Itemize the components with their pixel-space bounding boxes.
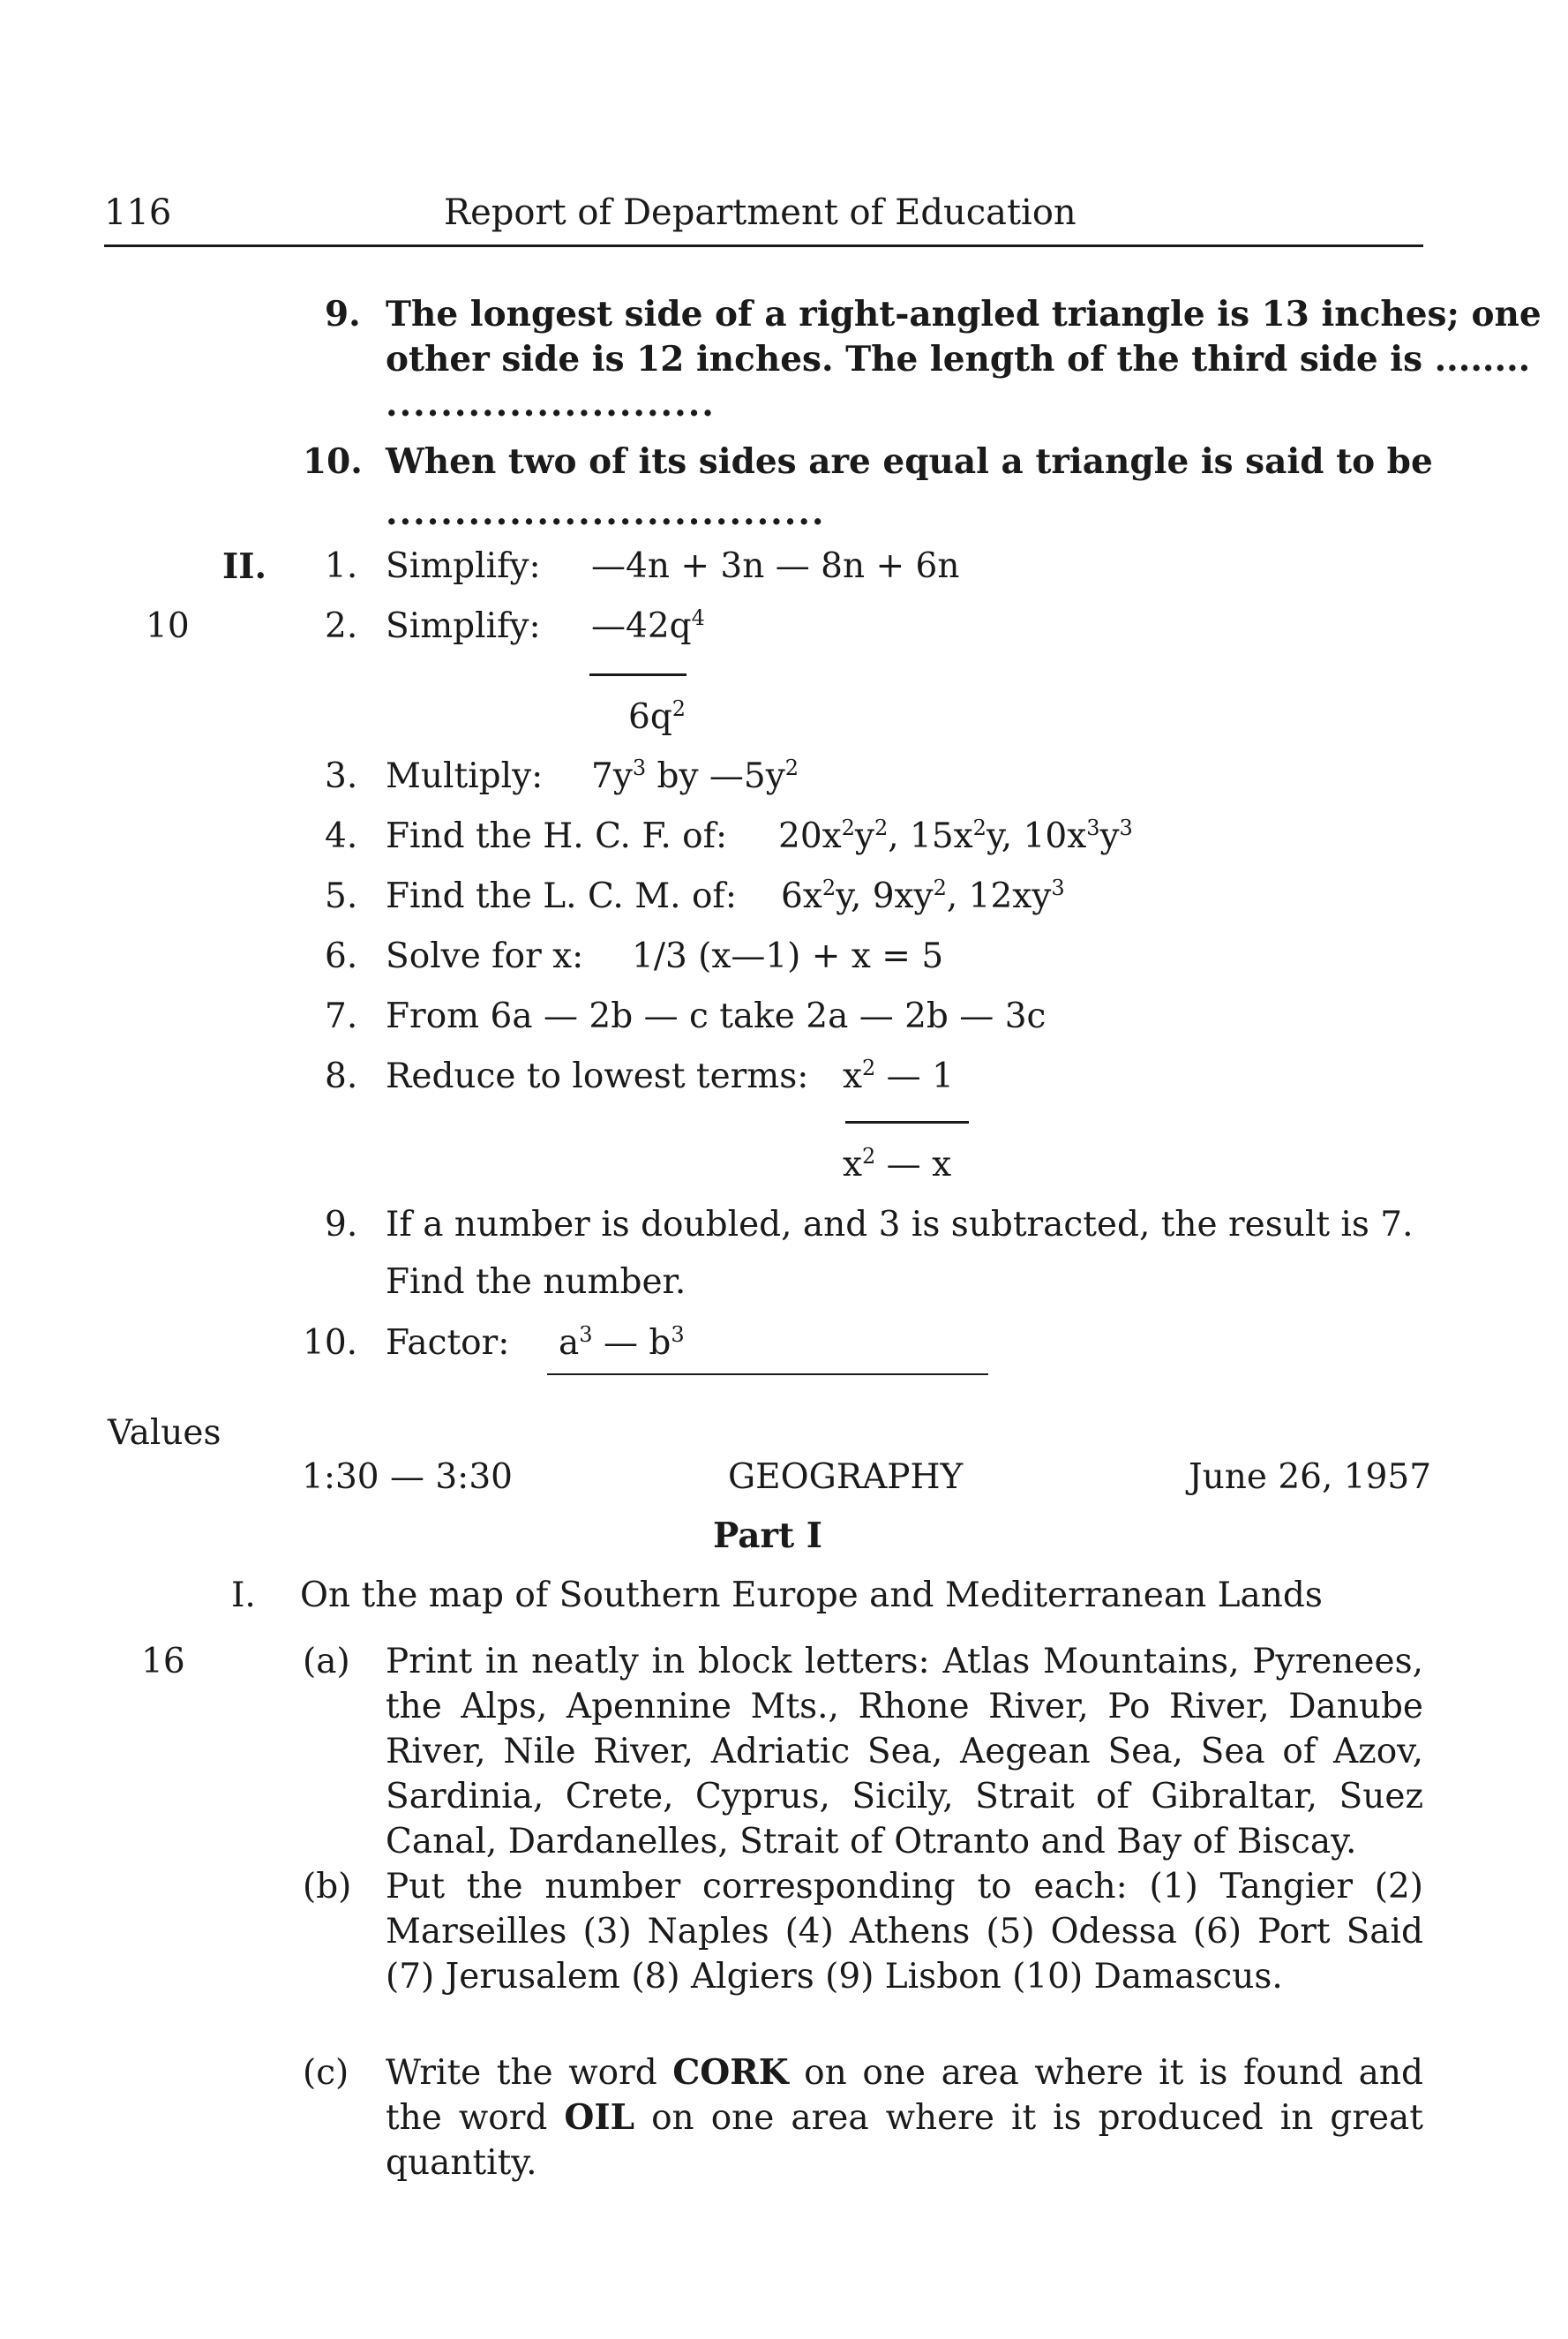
instruction-text: On the map of Southern Europe and Mediterranean Lands bbox=[300, 1576, 1323, 1615]
item-text: From 6a — 2b — c take 2a — 2b — 3c bbox=[386, 997, 1047, 1036]
item-text: If a number is doubled, and 3 is subtracted, the result is 7. bbox=[386, 1205, 1414, 1245]
answer-blank: ........................ bbox=[386, 384, 716, 425]
item-number: 10. bbox=[303, 1323, 358, 1363]
header-rule bbox=[104, 244, 1423, 247]
item-expression: 1/3 (x—1) + x = 5 bbox=[632, 936, 944, 976]
subitem-text: Print in neatly in block letters: Atlas Mountains, Pyrenees, the Alps, Apennine Mts., Rhone River, Po River, Danube River, Nile River, Adriatic Sea, Aegean Sea, Sea of Azov, Sardinia, Crete, Cyprus, Sicily, Strait of Gibraltar, Suez Canal, Dardanelles, Strait of Otranto and Bay of Biscay. bbox=[386, 1642, 1423, 1861]
item-number: 6. bbox=[325, 936, 358, 976]
item-label: Multiply: bbox=[386, 756, 544, 796]
part-heading: Part I bbox=[713, 1515, 822, 1556]
keyword: CORK bbox=[672, 2052, 789, 2093]
item-text: Find the number. bbox=[386, 1262, 686, 1302]
subitem-label: (a) bbox=[303, 1642, 350, 1681]
item-label: Simplify: bbox=[386, 606, 541, 646]
item-number: 2. bbox=[325, 606, 358, 646]
margin-value: 10 bbox=[146, 606, 190, 646]
subitem-text: Write the word CORK on one area where it is found and the word OIL on one area where it is produced in great quantity. bbox=[386, 2052, 1424, 2183]
item-label: Simplify: bbox=[386, 546, 541, 586]
question-number: 9. bbox=[325, 294, 361, 335]
question-number: 10. bbox=[303, 441, 363, 482]
page-number: 116 bbox=[104, 192, 172, 233]
question-text: other side is 12 inches. The length of the third side is ........ bbox=[386, 339, 1531, 380]
values-label: Values bbox=[108, 1413, 221, 1453]
section-divider bbox=[547, 1373, 988, 1375]
exam-subject: GEOGRAPHY bbox=[728, 1457, 964, 1497]
item-number: 3. bbox=[325, 756, 358, 796]
item-expression: $6x^2y$, $9xy^2$, $12xy^3$ bbox=[781, 876, 1065, 916]
subitem-text: Put the number corresponding to each: (1) Tangier (2) Marseilles (3) Naples (4) Athens (5) Odessa (6) Port Said (7) Jerusalem (8) Algiers (9) Lisbon (10) Damascus. bbox=[386, 1867, 1423, 1997]
fraction-denominator: $x^2$ — x bbox=[843, 1144, 952, 1185]
fraction-numerator: $—42q^4$ bbox=[591, 605, 705, 646]
item-number: 4. bbox=[325, 816, 358, 856]
page-title: Report of Department of Education bbox=[444, 192, 1077, 233]
exam-time: 1:30 — 3:30 bbox=[302, 1457, 513, 1497]
fraction-bar bbox=[845, 1121, 969, 1124]
fraction-numerator: $x^2$ — 1 bbox=[843, 1056, 954, 1096]
subitem-label: (c) bbox=[303, 2053, 349, 2093]
exam-date: June 26, 1957 bbox=[1189, 1457, 1432, 1497]
item-expression: $7y^3$ by $—5y^2$ bbox=[591, 756, 799, 796]
item-number: 5. bbox=[325, 876, 358, 916]
item-label: Factor: bbox=[386, 1323, 510, 1363]
section-roman: II. bbox=[222, 546, 267, 587]
fraction-denominator: $6q^2$ bbox=[628, 696, 686, 737]
item-expression: $a^3$ — $b^3$ bbox=[559, 1322, 685, 1363]
fraction-bar bbox=[589, 673, 686, 676]
item-number: 1. bbox=[325, 546, 358, 586]
item-number: 9. bbox=[325, 1205, 358, 1245]
question-text: When two of its sides are equal a triangle is said to be bbox=[386, 441, 1433, 482]
subitem-label: (b) bbox=[303, 1867, 352, 1907]
item-label: Reduce to lowest terms: bbox=[386, 1057, 809, 1096]
item-expression: —4n + 3n — 8n + 6n bbox=[591, 546, 960, 586]
keyword: OIL bbox=[564, 2097, 635, 2138]
section-roman: I. bbox=[231, 1576, 256, 1615]
question-text: The longest side of a right-angled triangle is 13 inches; one bbox=[386, 294, 1542, 335]
item-number: 8. bbox=[325, 1057, 358, 1096]
item-number: 7. bbox=[325, 997, 358, 1036]
answer-blank: ................................ bbox=[386, 493, 826, 533]
margin-value: 16 bbox=[141, 1642, 185, 1681]
item-label: Solve for x: bbox=[386, 936, 584, 976]
item-expression: $20x^2y^2$, $15x^2y$, $10x^3y^3$ bbox=[778, 816, 1133, 856]
item-label: Find the L. C. M. of: bbox=[386, 876, 737, 916]
item-label: Find the H. C. F. of: bbox=[386, 816, 728, 856]
